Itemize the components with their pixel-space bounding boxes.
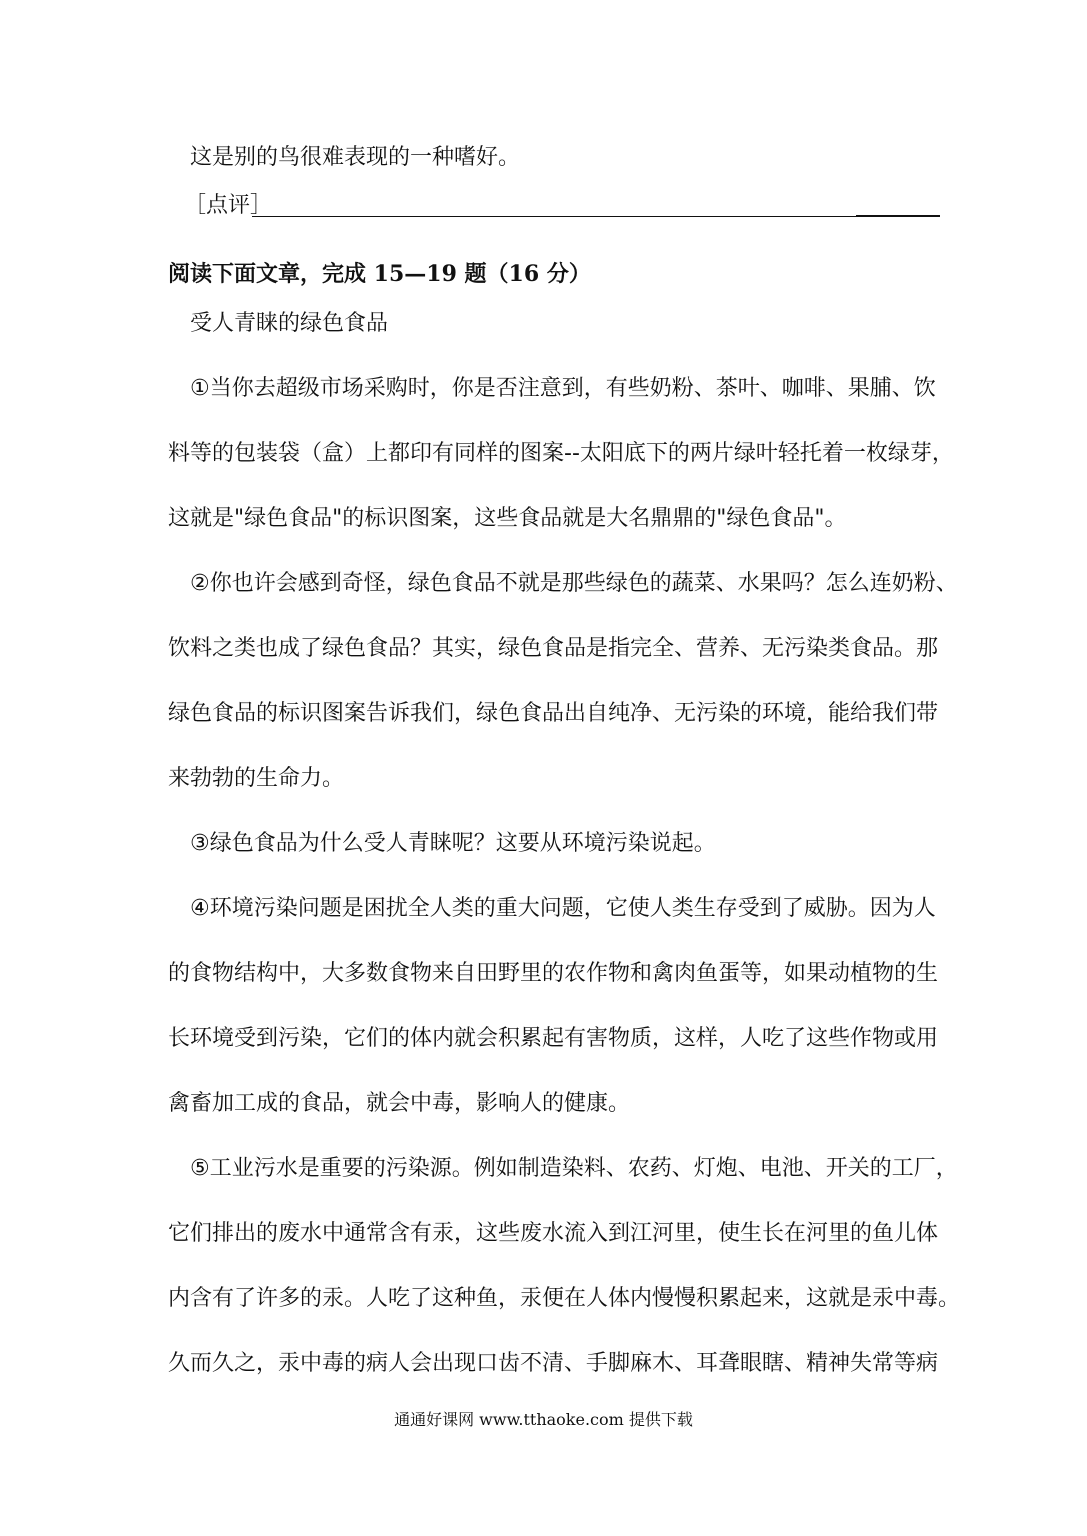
section-heading: 阅读下面文章，完成 15—19 题（16 分） <box>168 261 591 287</box>
article-line: 长环境受到污染，它们的体内就会积累起有害物质，这样，人吃了这些作物或用 <box>168 1026 939 1051</box>
article-title: 受人青睐的绿色食品 <box>190 311 389 336</box>
article-line: ③绿色食品为什么受人青睐呢？这要从环境污染说起。 <box>190 831 716 856</box>
article-line: ②你也许会感到奇怪，绿色食品不就是那些绿色的蔬菜、水果吗？怎么连奶粉、 <box>190 571 958 596</box>
article-line: 饮料之类也成了绿色食品？其实，绿色食品是指完全、营养、无污染类食品。那 <box>168 636 939 661</box>
comment-label: ［点评］ <box>184 193 273 218</box>
article-line: 来勃勃的生命力。 <box>168 766 345 791</box>
article-line: 久而久之，汞中毒的病人会出现口齿不清、手脚麻木、耳聋眼瞎、精神失常等病 <box>168 1351 939 1376</box>
comment-answer-line <box>252 216 940 217</box>
article-line: 它们排出的废水中通常含有汞，这些废水流入到江河里，使生长在河里的鱼儿体 <box>168 1221 939 1246</box>
article-line: 内含有了许多的汞。人吃了这种鱼，汞便在人体内慢慢积累起来，这就是汞中毒。 <box>168 1286 961 1311</box>
page-footer: 通通好课网 www.tthaoke.com 提供下载 <box>394 1410 693 1429</box>
article-line: 这就是"绿色食品"的标识图案，这些食品就是大名鼎鼎的"绿色食品"。 <box>168 506 847 531</box>
article-line: 绿色食品的标识图案告诉我们，绿色食品出自纯净、无污染的环境，能给我们带 <box>168 701 939 726</box>
continuation-text: 这是别的鸟很难表现的一种嗜好。 <box>190 145 521 170</box>
article-line: ①当你去超级市场采购时，你是否注意到，有些奶粉、茶叶、咖啡、果脯、饮 <box>190 376 936 401</box>
article-line: ⑤工业污水是重要的污染源。例如制造染料、农药、灯炮、电池、开关的工厂， <box>190 1156 958 1181</box>
article-line: ④环境污染问题是困扰全人类的重大问题，它使人类生存受到了威胁。因为人 <box>190 896 936 921</box>
comment-answer-line-end <box>856 215 940 217</box>
article-line: 禽畜加工成的食品，就会中毒，影响人的健康。 <box>168 1091 631 1116</box>
article-line: 的食物结构中，大多数食物来自田野里的农作物和禽肉鱼蛋等，如果动植物的生 <box>168 961 939 986</box>
article-line: 料等的包装袋（盒）上都印有同样的图案--太阳底下的两片绿叶轻托着一枚绿芽， <box>168 441 954 466</box>
